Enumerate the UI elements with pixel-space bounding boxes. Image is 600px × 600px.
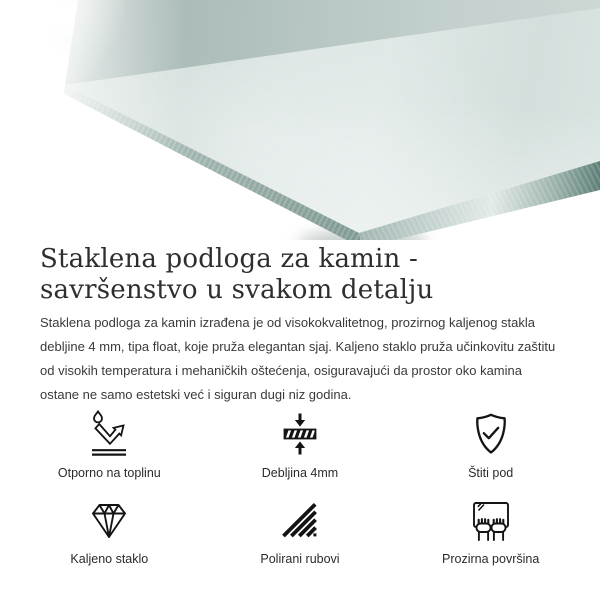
page-title: [40, 244, 560, 306]
glass-sheet-corner-photo: [0, 0, 600, 240]
feature-label: Štiti pod: [468, 466, 514, 480]
feature-thickness-4mm: [205, 410, 396, 480]
feature-protects-floor: [395, 410, 586, 480]
shield-check-icon: [467, 410, 515, 458]
feature-polished-edges: [205, 496, 396, 566]
thickness-4mm-icon: [276, 410, 324, 458]
page-title-line2: savršenstvo u svakom detalju: [40, 275, 434, 305]
feature-label: Otporno na toplinu: [57, 466, 161, 480]
feature-tempered-glass: [14, 496, 205, 566]
feature-heat-resistant: [14, 410, 205, 480]
heat-resistant-icon: [85, 410, 133, 458]
polished-edges-icon: [276, 496, 324, 544]
feature-label: Prozirna površina: [442, 552, 540, 566]
photo-white-fade: [0, 0, 600, 240]
transparent-surface-hands-icon: [467, 496, 515, 544]
product-description: Staklena podloga za kamin izrađena je od visokokvalitetnog, prozirnog kaljenog stakla debljine 4 mm, tipa float, koje pruža elegantan sjaj. Kaljeno staklo pruža učinkovitu zaštitu od visokih temperatura i mehaničkih oštećenja, osiguravajući da prostor oko kamina ostane ne samo estetski već i siguran dugi niz godina.: [40, 315, 556, 402]
feature-label: Kaljeno staklo: [70, 552, 149, 566]
feature-transparent-surface: [395, 496, 586, 566]
feature-label: Debljina 4mm: [261, 466, 339, 480]
feature-label: Polirani rubovi: [260, 552, 340, 566]
features-grid: [0, 410, 600, 566]
page-title-line1: Staklena podloga za kamin -: [40, 244, 418, 274]
tempered-glass-diamond-icon: [85, 496, 133, 544]
